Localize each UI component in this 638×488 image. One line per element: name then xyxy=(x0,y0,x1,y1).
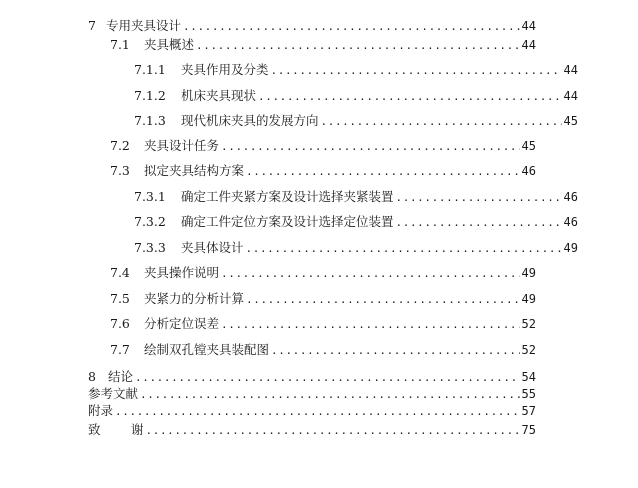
toc-entry-page: 52 xyxy=(521,317,536,331)
toc-entry-number: 7.7 xyxy=(110,342,130,357)
toc-entry-page: 55 xyxy=(521,387,536,401)
toc-entry-page: 44 xyxy=(521,38,536,52)
toc-entry-page: 44 xyxy=(563,63,578,77)
dot-leader xyxy=(146,423,520,439)
dot-leader xyxy=(246,292,520,308)
toc-entry xyxy=(110,137,536,155)
toc-entry xyxy=(110,290,536,308)
toc-entry-title: 专用夹具设计 xyxy=(106,18,182,33)
toc-entry-page: 57 xyxy=(521,404,536,418)
toc-entry xyxy=(134,112,578,130)
toc-entry xyxy=(110,315,536,333)
dot-leader xyxy=(321,114,562,130)
toc-entry-page: 52 xyxy=(521,343,536,357)
toc-entry-title: 参考文献 xyxy=(88,386,139,401)
toc-entry-page: 49 xyxy=(521,266,536,280)
toc-entry-title: 夹具作用及分类 xyxy=(181,62,269,77)
toc-entry-title: 确定工件夹紧方案及设计选择夹紧装置 xyxy=(181,189,394,204)
dot-leader xyxy=(183,19,520,35)
toc-entry-page: 46 xyxy=(563,215,578,229)
toc-entry-number: 致 xyxy=(88,422,101,437)
toc-entry-title: 附录 xyxy=(88,403,114,418)
toc-entry-title: 夹紧力的分析计算 xyxy=(144,291,245,306)
toc-entry xyxy=(110,162,536,180)
toc-entry xyxy=(110,36,536,54)
toc-entry-number: 7.2 xyxy=(110,138,130,153)
toc-entry xyxy=(110,264,536,282)
dot-leader xyxy=(258,89,562,105)
toc-entry-title: 机床夹具现状 xyxy=(181,88,257,103)
dot-leader xyxy=(246,164,520,180)
dot-leader xyxy=(246,241,562,257)
toc-entry-title: 结论 xyxy=(108,369,134,384)
dot-leader xyxy=(271,343,520,359)
toc-entry-number: 7.3.1 xyxy=(134,189,166,204)
toc-entry xyxy=(134,61,578,79)
dot-leader xyxy=(221,139,520,155)
toc-entry xyxy=(88,368,536,386)
dot-leader xyxy=(396,215,562,231)
toc-entry-title: 确定工件定位方案及设计选择定位装置 xyxy=(181,214,394,229)
toc-entry-number: 7.5 xyxy=(110,291,130,306)
dot-leader xyxy=(196,38,520,54)
dot-leader xyxy=(221,317,520,333)
toc-entry xyxy=(134,188,578,206)
toc-entry-number: 7.6 xyxy=(110,316,130,331)
toc-entry-title: 夹具体设计 xyxy=(181,240,244,255)
toc-entry xyxy=(134,213,578,231)
toc-entry xyxy=(134,87,578,105)
toc-entry-title: 谢 xyxy=(131,422,144,437)
toc-entry-page: 49 xyxy=(563,241,578,255)
dot-leader xyxy=(271,63,562,79)
toc-entry-number: 7 xyxy=(88,18,96,33)
dot-leader xyxy=(140,387,520,403)
toc-entry xyxy=(88,402,536,420)
toc-entry-number: 7.3 xyxy=(110,163,130,178)
dot-leader xyxy=(135,370,520,386)
toc-entry xyxy=(88,385,536,403)
toc-entry-number: 8 xyxy=(88,369,96,384)
dot-leader xyxy=(396,190,562,206)
toc-entry xyxy=(134,239,578,257)
toc-entry xyxy=(88,17,536,35)
toc-entry-number: 7.3.2 xyxy=(134,214,166,229)
toc-entry-number: 7.1.2 xyxy=(134,88,166,103)
toc-entry-page: 75 xyxy=(521,423,536,437)
toc-entry-page: 44 xyxy=(521,19,536,33)
toc-entry-number: 7.1.3 xyxy=(134,113,166,128)
toc-entry xyxy=(88,421,536,439)
toc-entry-number: 7.1.1 xyxy=(134,62,166,77)
toc-entry-title: 绘制双孔镗夹具装配图 xyxy=(144,342,270,357)
toc-entry-page: 54 xyxy=(521,370,536,384)
toc-entry-title: 夹具概述 xyxy=(144,37,195,52)
toc-entry-title: 拟定夹具结构方案 xyxy=(144,163,245,178)
toc-entry-page: 45 xyxy=(563,114,578,128)
toc-entry-title: 夹具操作说明 xyxy=(144,265,220,280)
toc-entry-page: 45 xyxy=(521,139,536,153)
toc-entry-page: 49 xyxy=(521,292,536,306)
dot-leader xyxy=(115,404,520,420)
dot-leader xyxy=(221,266,520,282)
toc-entry-title: 夹具设计任务 xyxy=(144,138,220,153)
toc-entry-number: 7.1 xyxy=(110,37,130,52)
toc-entry xyxy=(110,341,536,359)
toc-entry-number: 7.3.3 xyxy=(134,240,166,255)
toc-entry-title: 现代机床夹具的发展方向 xyxy=(181,113,319,128)
toc-entry-title: 分析定位误差 xyxy=(144,316,220,331)
toc-entry-page: 46 xyxy=(563,190,578,204)
toc-entry-page: 46 xyxy=(521,164,536,178)
toc-entry-number: 7.4 xyxy=(110,265,130,280)
toc-entry-page: 44 xyxy=(563,89,578,103)
